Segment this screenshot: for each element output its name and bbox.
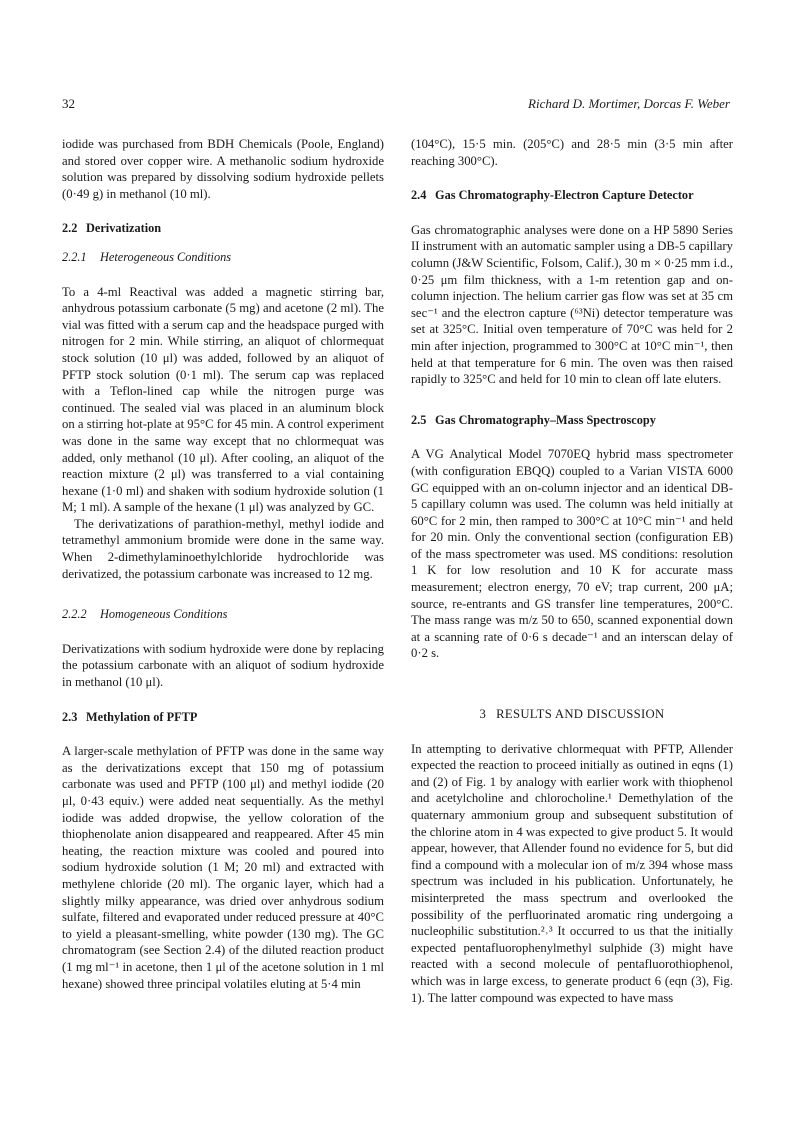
section-heading-2-2 — [62, 220, 384, 237]
section-title: RESULTS AND DISCUSSION — [496, 707, 665, 722]
paragraph-heterogeneous-procedure: To a 4-ml Reactival was added a magnetic stirring bar, anhydrous potassium carbonate (5 mg) and acetone (2 ml). The vial was fitted with a serum cap and the headspace purged with nitrogen for 2 min. While stirring, an aliquot of chlormequat stock solution (10 μl) was added, followed by an aliquot of PFTP stock solution (0·1 ml). The serum cap was replaced with a Teflon-lined cap while the nitrogen purge was continued. The sealed vial was placed in an aluminum block on a stirring hot-plate at 95°C for 45 min. A control experiment was done in the same way except that no chlormequat was added, only methanol (10 μl). After cooling, an aliquot of the reaction mixture (2 μl) was transferred to a vial containing hexane (1·0 ml) and shaken with sodium hydroxide solution (1 M; 1 ml). A sample of the hexane (1 μl) was analyzed by GC. — [62, 284, 384, 515]
paragraph-heterogeneous-other: The derivatizations of parathion-methyl, methyl iodide and tetramethyl ammonium bromide were done in the same way. When 2-dimethylaminoethylchloride hydrochloride was derivatized, the potassium carbonate was increased to 12 mg. — [62, 516, 384, 581]
section-title: Gas Chromatography–Mass Spectroscopy — [435, 412, 656, 427]
section-title: Derivatization — [86, 221, 162, 236]
subsection-heading-2-2-1 — [62, 249, 384, 266]
left-column — [62, 136, 384, 992]
paragraph-homogeneous: Derivatizations with sodium hydroxide were done by replacing the potassium carbonate with an aliquot of sodium hydroxide in methanol (10 μl). — [62, 641, 384, 690]
paragraph-gc-ecd: Gas chromatographic analyses were done on a HP 5890 Series II instrument with an automatic sampler using a DB-5 capillary column (J&W Scientific, Folsom, Calif.), 30 m × 0·25 mm i.d., 0·25 μm film thickness, with a 1-m retention gap and on-column injection. The helium carrier gas flow was set at 35 cm sec⁻¹ and the electron capture (⁶³Ni) detector temperature was set at 325°C. Initial oven temperature of 70°C was held for 2 min after injection, programmed to 300°C at 10°C min⁻¹, then held at that temperature for 6 min. The oven was then raised rapidly to 325°C and held for 10 min to clean off late eluters. — [411, 222, 733, 387]
page-number: 32 — [62, 96, 75, 111]
section-title: Methylation of PFTP — [86, 709, 198, 724]
subsection-title: Homogeneous Conditions — [100, 607, 228, 622]
running-head-authors: Richard D. Mortimer, Dorcas F. Weber — [528, 96, 730, 111]
section-number: 3 — [479, 707, 487, 722]
right-column — [411, 136, 733, 1006]
section-heading-2-5 — [411, 412, 733, 429]
section-title: Gas Chromatography-Electron Capture Detector — [435, 188, 694, 203]
intro-paragraph: iodide was purchased from BDH Chemicals (Poole, England) and stored over copper wire. A methanolic sodium hydroxide solution was prepared by dissolving sodium hydroxide pellets (0·49 g) in methanol (10 ml). — [62, 137, 384, 201]
paragraph-gc-ms: A VG Analytical Model 7070EQ hybrid mass spectrometer (with configuration EBQQ) coupled to a Varian VISTA 6000 GC equipped with an on-column injector and an identical DB-5 capillary column was used. The column was held initially at 60°C for 2 min, then ramped to 300°C at 10°C min⁻¹ and held for 20 min. Only the conventional section (configuration EB) of the mass spectrometer was used. MS conditions: resolution 1 K for low resolution and 10 K for accurate mass measurement; electron energy, 70 eV; trap current, 200 μA; source, re-entrants and GS transfer line temperatures, 200°C. The mass range was m/z 50 to 650, scanned exponential down at a scanning rate of 0·6 s decade⁻¹ and an interscan delay of 0·2 s. — [411, 447, 733, 661]
subsection-number: 2.2.2 — [62, 607, 87, 622]
running-head — [62, 96, 730, 114]
section-heading-2-3 — [62, 709, 384, 726]
subsection-title: Heterogeneous Conditions — [100, 249, 232, 264]
section-number: 2.3 — [62, 709, 78, 724]
section-number: 2.5 — [411, 412, 427, 427]
section-number: 2.4 — [411, 188, 427, 203]
paragraph-results: In attempting to derivative chlormequat with PFTP, Allender expected the reaction to proceed initially as outined in eqns (1) and (2) of Fig. 1 by analogy with earlier work with thiophenol and acetylcholine and chlorocholine.¹ Demethylation of the quaternary ammonium group and subsequent substitution of the chlorine atom in 4 was expected to give product 5. It would appear, however, that Allender found no evidence for 5, but did find a compound with a molecular ion of m/z 394 whose mass spectrum was included in his publication. Unfortunately, he misinterpreted the mass spectrum and overlooked the possibility of the perfluorinated aromatic ring undergoing a nucleophilic substitution.²˒³ It occurred to us that the initially expected pentafluorophenylmethyl sulphide (3) might have reacted with a second molecule of pentafluorothiophenol, which was in large excess, to generate product 6 (eqn (3), Fig. 1). The latter compound was expected to have mass — [411, 741, 733, 1005]
section-heading-2-4 — [411, 187, 733, 204]
subsection-heading-2-2-2 — [62, 606, 384, 623]
section-heading-3 — [411, 706, 733, 723]
paragraph-methylation: A larger-scale methylation of PFTP was done in the same way as the derivatizations except that 150 mg of potassium carbonate was used and PFTP (100 μl) and methyl iodide (20 μl, 0·43 equiv.) were added neat sequentially. As the methyl iodide was added dropwise, the yellow coloration of the thiophenolate anion disappeared and reappeared. After 45 min heating, the reaction mixture was cooled and poured into sodium hydroxide solution (1 M; 20 ml) and extracted with methylene chloride (20 ml). The organic layer, which had a slightly milky appearance, was dried over anhydrous sodium sulfate, filtered and evaporated under reduced pressure at 40°C to yield a pleasant-smelling, white powder (130 mg). The GC chromatogram (see Section 2.4) of the diluted reaction product (1 mg ml⁻¹ in acetone, then 1 μl of the acetone solution in 1 ml hexane) showed three principal volatiles eluting at 5·4 min — [62, 744, 384, 991]
continuation-paragraph: (104°C), 15·5 min. (205°C) and 28·5 min (3·5 min after reaching 300°C). — [411, 137, 733, 168]
section-number: 2.2 — [62, 221, 78, 236]
subsection-number: 2.2.1 — [62, 249, 87, 264]
